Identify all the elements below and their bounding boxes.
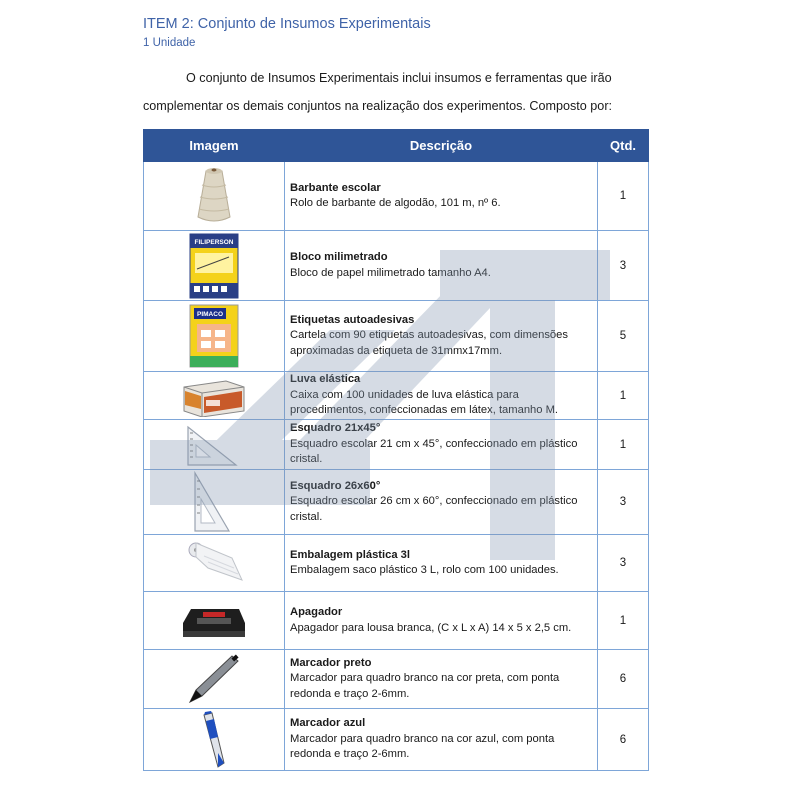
- table-row: [144, 372, 649, 420]
- product-name: Bloco milimetrado: [290, 251, 388, 263]
- image-cell: [144, 231, 285, 301]
- table-row: [144, 592, 649, 650]
- table-row: [144, 420, 649, 470]
- image-cell: [144, 372, 285, 420]
- description-cell: [285, 420, 598, 470]
- product-name: Embalagem plástica 3l: [290, 548, 411, 561]
- intro-line-1: O conjunto de Insumos Experimentais inclui insumos e ferramentas que irão: [186, 71, 612, 85]
- description-cell: [285, 650, 598, 709]
- product-name: Etiquetas autoadesivas: [290, 313, 415, 326]
- qty-cell: 3: [598, 470, 649, 535]
- description-cell: [285, 372, 598, 420]
- qty-cell: 5: [598, 301, 649, 372]
- table-row: [144, 301, 649, 372]
- set-square-60-icon: [189, 471, 239, 533]
- plastic-bag-roll-icon: [182, 540, 246, 586]
- product-description: Esquadro escolar 26 cm x 60°, confeccionado em plástico cristal.: [290, 495, 578, 523]
- set-square-45-icon: [184, 423, 244, 467]
- image-cell: [144, 162, 285, 231]
- qty-cell: 1: [598, 162, 649, 231]
- qty-cell: 3: [598, 535, 649, 592]
- description-cell: [285, 301, 598, 372]
- description-cell: [285, 162, 598, 231]
- product-name: Marcador azul: [290, 717, 366, 730]
- table-row: [144, 162, 649, 231]
- product-name: Barbante escolar: [290, 181, 381, 194]
- image-cell: [144, 470, 285, 535]
- table-row: [144, 709, 649, 771]
- product-description: Apagador para lousa branca, (C x L x A) 14 x 5 x 2,5 cm.: [290, 621, 572, 634]
- image-cell: [144, 420, 285, 470]
- blue-marker-icon: [192, 711, 236, 769]
- description-cell: [285, 592, 598, 650]
- table-row: [144, 231, 649, 301]
- table-row: [144, 470, 649, 535]
- description-cell: [285, 535, 598, 592]
- product-description: Rolo de barbante de algodão, 101 m, nº 6.: [290, 197, 501, 209]
- image-cell: [144, 301, 285, 372]
- qty-cell: 6: [598, 650, 649, 709]
- pad-brand-label: FILIPERSON: [194, 238, 234, 246]
- product-description: Marcador para quadro branco na cor azul, com ponta redonda e traço 2-6mm.: [290, 732, 555, 761]
- qty-cell: 1: [598, 420, 649, 470]
- table-header-row: [144, 130, 649, 162]
- product-description: Cartela com 90 etiquetas autoadesivas, com dimensões aproximadas da etiqueta de 31mmx17mm.: [290, 329, 568, 357]
- image-cell: [144, 709, 285, 771]
- description-cell: [285, 470, 598, 535]
- description-cell: [285, 709, 598, 771]
- column-header-image: Imagem: [144, 130, 285, 162]
- image-cell: [144, 535, 285, 592]
- column-header-qty: Qtd.: [598, 130, 649, 162]
- graph-paper-pad-icon: [189, 233, 239, 299]
- product-name: Apagador: [290, 606, 343, 618]
- product-description: Embalagem saco plástico 3 L, rolo com 100 unidades.: [290, 564, 559, 576]
- qty-cell: 1: [598, 372, 649, 420]
- qty-cell: 6: [598, 709, 649, 771]
- product-name: Luva elástica: [290, 373, 361, 386]
- product-description: Esquadro escolar 21 cm x 45°, confeccionado em plástico cristal.: [290, 437, 578, 466]
- labels-brand-label: PIMACO: [197, 311, 223, 318]
- items-table: [143, 129, 649, 771]
- glove-box-icon: [182, 375, 246, 417]
- description-cell: [285, 231, 598, 301]
- table-row: [144, 535, 649, 592]
- product-description: Caixa com 100 unidades de luva elástica para procedimentos, confeccionadas em látex, tamanho M.: [290, 388, 559, 417]
- image-cell: [144, 650, 285, 709]
- item-subtitle: 1 Unidade: [143, 37, 196, 49]
- item-title: ITEM 2: Conjunto de Insumos Experimentais: [143, 16, 431, 32]
- product-name: Esquadro 21x45°: [290, 422, 381, 435]
- qty-cell: 3: [598, 231, 649, 301]
- image-cell: [144, 592, 285, 650]
- product-description: Marcador para quadro branco na cor preta, com ponta redonda e traço 2-6mm.: [290, 672, 560, 700]
- product-description: Bloco de papel milimetrado tamanho A4.: [290, 266, 491, 279]
- product-name: Esquadro 26x60°: [290, 479, 381, 492]
- intro-line-2: complementar os demais conjuntos na realização dos experimentos. Composto por:: [143, 99, 613, 113]
- qty-cell: 1: [598, 592, 649, 650]
- label-sheets-icon: [189, 304, 239, 368]
- twine-spool-icon: [184, 165, 244, 227]
- table-row: [144, 650, 649, 709]
- whiteboard-eraser-icon: [179, 601, 249, 641]
- product-name: Marcador preto: [290, 656, 372, 669]
- black-marker-icon: [184, 652, 244, 706]
- intro-paragraph: [143, 64, 663, 120]
- column-header-description: Descrição: [285, 130, 598, 162]
